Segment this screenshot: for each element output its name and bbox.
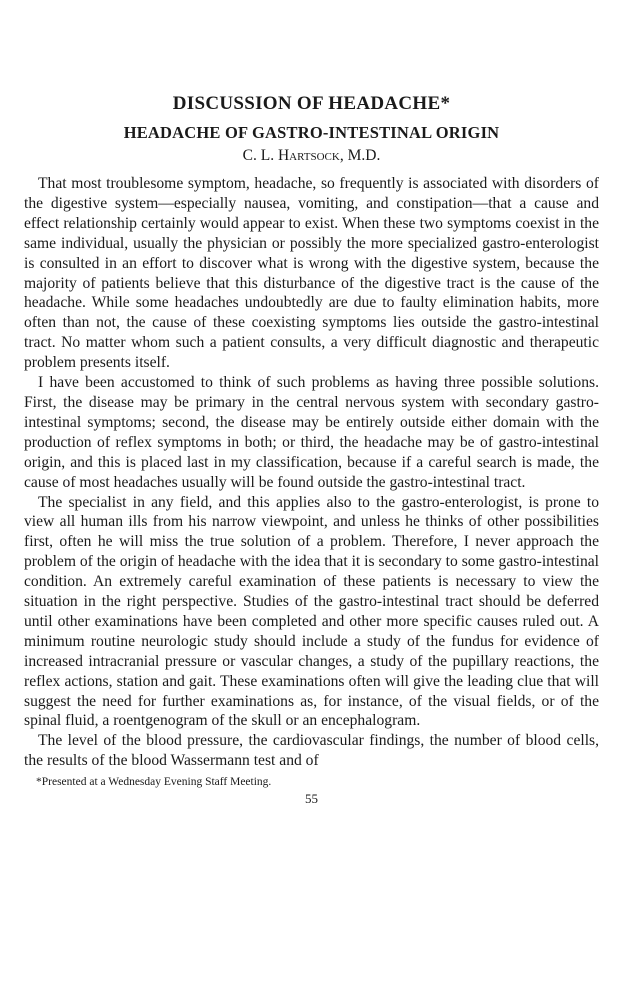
article-page (24, 92, 599, 807)
article-title: DISCUSSION OF HEADACHE* (172, 93, 451, 114)
article-body (24, 174, 599, 771)
page-number: 55 (305, 791, 318, 807)
paragraph-4: The level of the blood pressure, the cardiovascular findings, the number of blood cells, the results of the blood Wassermann test and of (24, 732, 599, 770)
paragraph-2: I have been accustomed to think of such problems as having three possible solutions. First, the disease may be primary in the central nervous system with secondary gastro-intestinal symptoms; second, the disease may be entirely outside either domain with the production of reflex symptoms in both; or third, the headache may be of gastro-intestinal origin, and this is placed last in my classification, because if a careful search is made, the cause of most headaches usually will be found outside the gastro-intestinal tract. (24, 374, 599, 491)
author-line: C. L. Hartsock, M.D. (242, 147, 381, 164)
article-subtitle: HEADACHE OF GASTRO-INTESTINAL ORIGIN (123, 123, 500, 142)
paragraph-3: The specialist in any field, and this applies also to the gastro-enterologist, is prone to view all human ills from his narrow viewpoint, and unless he thinks of other possibilities first, often he will miss the true solution of a problem. Therefore, I never approach the problem of the origin of headache with the idea that it is secondary to some gastro-intestinal condition. An extremely careful examination of these patients is necessary to view the situation in the right perspective. Studies of the gastro-intestinal tract should be deferred until other examinations have been completed and other more specific causes ruled out. A minimum routine neurologic study should include a study of the fundus for evidence of increased intracranial pressure or vascular changes, a study of the pupillary reactions, the reflex actions, station and gait. These examinations often will give the leading clue that will suggest the need for further examinations as, for instance, of the visual fields, or of the spinal fluid, a roentgenogram of the skull or an encephalogram. (24, 493, 599, 730)
footnote: *Presented at a Wednesday Evening Staff Meeting. (36, 776, 272, 789)
paragraph-1: That most troublesome symptom, headache, so frequently is associated with disorders of the digestive system—especially nausea, vomiting, and constipation—that a cause and effect relationship certainly would appear to exist. When these two symptoms coexist in the same individual, usually the physician or possibly the more specialized gastro-enterologist is consulted in an effort to discover what is wrong with the digestive system, because the majority of patients believe that this disturbance of the digestive tract is the cause of the headache. While some headaches undoubtedly are due to faulty elimination habits, more often than not, the cause of these coexisting symptoms lies outside the gastro-intestinal tract. No matter whom such a patient consults, a very difficult diagnostic and therapeutic problem presents itself. (24, 175, 599, 372)
